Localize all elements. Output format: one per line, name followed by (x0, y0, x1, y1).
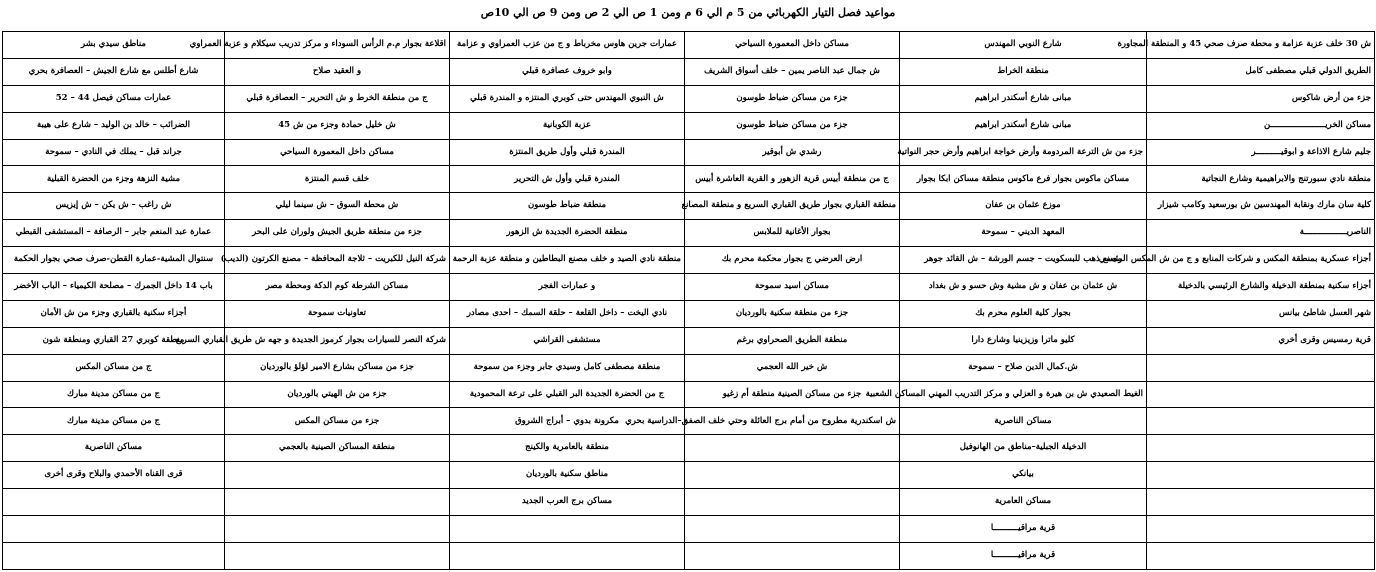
table-cell (225, 462, 450, 489)
table-cell: بجوار كلية العلوم محرم بك (900, 300, 1147, 327)
table-cell: جليم شارع الاذاعة و ابوقيــــــــــر (1147, 139, 1375, 166)
table-cell: جزء من ش الترعة المردومة وأرض خواجة ابراهيم وأرض حجر النواتية (900, 139, 1147, 166)
table-cell: الدخيلة الجبلية–مناطق من الهانوفيل (900, 435, 1147, 462)
table-cell: المندرة قبلي وأول ش التحرير (450, 166, 685, 193)
table-cell: ج من منطقة أبيس قرية الزهور و القرية العاشرة أبيس (685, 166, 900, 193)
table-row (3, 516, 1375, 543)
table-cell (1147, 542, 1375, 569)
table-cell: منطقة الطريق الصحراوي برغم (685, 327, 900, 354)
table-cell (1147, 381, 1375, 408)
table-row (3, 300, 1375, 327)
table-cell: بجوار الأغانية للملابس (685, 220, 900, 247)
table-cell: المندرة قبلي وأول طريق المنتزة (450, 139, 685, 166)
table-cell (225, 489, 450, 516)
table-cell: منطقة نادي الصيد و خلف مصنع البطاطين و منطقة عزبة الرحمة (450, 247, 685, 274)
table-cell: مساكن الناصرية (3, 435, 225, 462)
table-cell (450, 542, 685, 569)
table-cell: مستشفى القراشي (450, 327, 685, 354)
table-cell (3, 542, 225, 569)
table-cell: قرية رمسيس وقرى أخري (1147, 327, 1375, 354)
table-cell: مساكن اسيد سموحة (685, 274, 900, 301)
table-cell: منطقة ضباط طوسون (450, 193, 685, 220)
table-cell: مساكن الشرطة كوم الدكة ومحطة مصر (225, 274, 450, 301)
table-cell: مساكن الناصرية (900, 408, 1147, 435)
table-cell (685, 435, 900, 462)
table-cell: شركة النصر للسيارات بجوار كرموز الجديدة و جهه ش طريق القباري السريع (225, 327, 450, 354)
table-cell: رشدي ش أبوقير (685, 139, 900, 166)
table-cell: منطقة مصطفى كامل وسيدي جابر وجزء من سموحة (450, 354, 685, 381)
table-cell: منطقة الخراط (900, 58, 1147, 85)
table-cell: جزء من مساكن ضباط طوسون (685, 85, 900, 112)
table-cell: ش محطة السوق – ش سينما ليلي (225, 193, 450, 220)
table-cell (1147, 462, 1375, 489)
table-body (3, 32, 1375, 570)
table-row (3, 435, 1375, 462)
table-cell: ارض العرضي ج بجوار محكمة محرم بك (685, 247, 900, 274)
table-cell: مساكن داخل المعمورة السياحي (225, 139, 450, 166)
table-cell: سنتوال المشية-عمارة القطن-صرف صحي بجوار الحكمة (3, 247, 225, 274)
table-row (3, 58, 1375, 85)
table-cell: منطقة كوبري 27 القباري ومنطقة شون (3, 327, 225, 354)
table-cell: جزء من مساكن الصينية منطقة أم زغيو (685, 381, 900, 408)
table-cell: ش عثمان بن عفان و ش مشية وش حسو و ش بغداد (900, 274, 1147, 301)
table-cell: جراند قبل – يملك في النادي – سموحة (3, 139, 225, 166)
table-cell (450, 516, 685, 543)
table-row (3, 247, 1375, 274)
table-cell: خلف قسم المنتزة (225, 166, 450, 193)
table-cell: ش 30 خلف عزبة عزامة و محطة صرف صحي 45 و المنطقة المجاورة (1147, 32, 1375, 59)
table-row (3, 112, 1375, 139)
table-cell: مبانى شارع أسكندر ابراهيم (900, 85, 1147, 112)
table-cell: ش اسكندرية مطروح من أمام برج العائلة وحتي خلف الصفق–الدراسية بحري (685, 408, 900, 435)
table-cell: عزبة الكوبانية (450, 112, 685, 139)
table-cell: ج من الحضرة الجديدة البر القبلي على ترعة المحمودية (450, 381, 685, 408)
table-cell: مبانى شارع أسكندر ابراهيم (900, 112, 1147, 139)
table-row (3, 489, 1375, 516)
table-cell: مكرونة بدوي – أبراج الشروق (450, 408, 685, 435)
table-cell: ج من مساكن مدينة مبارك (3, 408, 225, 435)
table-cell: منطقة نادي سبورتنج والابراهيمية وشارع النجاتية (1147, 166, 1375, 193)
table-cell: منطقة بالعامرية والكينج (450, 435, 685, 462)
table-cell: تعاونيات سموحة (225, 300, 450, 327)
table-cell: نادي اليخت – داخل القلعة – حلقة السمك – احدى مصادر (450, 300, 685, 327)
table-cell: جزء من مساكن المكس (225, 408, 450, 435)
table-cell: كليو ماترا وزيزينيا وشارع دارا (900, 327, 1147, 354)
table-row (3, 327, 1375, 354)
table-cell: أجزاء عسكرية بمنطقة المكس و شركات المنابع و ج من ش المكس الرئيسي (1147, 247, 1375, 274)
table-cell (1147, 516, 1375, 543)
table-cell: موزع عثمان بن عفان (900, 193, 1147, 220)
table-cell: الطريق الدولي قبلي مصطفى كامل (1147, 58, 1375, 85)
table-cell: شارع النوبي المهندس (900, 32, 1147, 59)
table-cell: جزء من مساكن بشارع الامير لؤلؤ بالوردیان (225, 354, 450, 381)
table-row (3, 166, 1375, 193)
table-cell: قرى القناه الأحمدي والبلاح وقرى أخرى (3, 462, 225, 489)
page-title: مواعيد فصل التيار الكهربائي من 5 م الي 6 م ومن 1 ص الي 2 ص ومن 9 ص الي 10ص (480, 6, 896, 19)
table-cell: مشية النزهة وجزء من الحضرة القبلية (3, 166, 225, 193)
table-row (3, 381, 1375, 408)
table-cell: ش خير الله العجمي (685, 354, 900, 381)
table-cell: المعهد الديني – سموحة (900, 220, 1147, 247)
table-cell: مساكن العامرية (900, 489, 1147, 516)
table-cell (1147, 435, 1375, 462)
table-cell: جزء من ش الهيتي بالوردیان (225, 381, 450, 408)
table-cell (1147, 408, 1375, 435)
table-row (3, 274, 1375, 301)
table-cell: الضرائب – خالد بن الوليد – شارع على هيبة (3, 112, 225, 139)
table-cell: ش.كمال الدين صلاح – سموحة (900, 354, 1147, 381)
table-row (3, 32, 1375, 59)
table-cell: منطقة الحضرة الجديدة ش الزهور (450, 220, 685, 247)
table-row (3, 408, 1375, 435)
table-cell: أجزاء سكنية بالقباري وجزء من ش الأمان (3, 300, 225, 327)
table-cell: منطقة القباري بجوار طريق القباري السريع و منطقة المصانع (685, 193, 900, 220)
table-cell: وابو خروف عصافرة قبلي (450, 58, 685, 85)
table-cell (1147, 354, 1375, 381)
table-cell: مصنع ذهب للبسكويت – جسم الورشة – ش القائد جوهر (900, 247, 1147, 274)
table-cell: عمارات مساكن فيصل 44 – 52 (3, 85, 225, 112)
table-cell: شركة النيل للكبريت – ثلاجة المحافظة – مصنع الكرتون (الديب) (225, 247, 450, 274)
table-cell (685, 516, 900, 543)
table-cell: ج من مساكن المكس (3, 354, 225, 381)
table-cell: شهر العسل شاطئ بيانس (1147, 300, 1375, 327)
table-row (3, 85, 1375, 112)
table-cell: شارع أطلس مع شارع الجيش – العصافرة بحري (3, 58, 225, 85)
table-cell: قرية مراقيــــــــــا (900, 542, 1147, 569)
table-cell: و العقيد صلاح (225, 58, 450, 85)
table-row (3, 462, 1375, 489)
table-cell (3, 516, 225, 543)
table-cell: ج من منطقة الخرط و ش التحرير – العصافرة قبلي (225, 85, 450, 112)
table-cell: ش خليل حمادة وجزء من ش 45 (225, 112, 450, 139)
table-cell: ش النبوي المهندس حتى كوبري المنتزه و المندرة قبلي (450, 85, 685, 112)
table-cell: اقلاعة بجوار م.م الرأس السوداء و مركز تدريب سيكلام و عزبة العمراوي (225, 32, 450, 59)
table-cell: جزء من أرض شاكوس (1147, 85, 1375, 112)
table-cell: مساكن داخل المعمورة السياحي (685, 32, 900, 59)
table-cell (3, 489, 225, 516)
table-cell (225, 516, 450, 543)
table-cell: جزء من منطقة طريق الجيش ولوران على البحر (225, 220, 450, 247)
table-cell: مساكن الخريــــــــــــــــــــــن (1147, 112, 1375, 139)
table-cell: ش راغب – ش يكن – ش إيزيس (3, 193, 225, 220)
table-cell: جزء من مساكن ضباط طوسون (685, 112, 900, 139)
table-cell: عمارات جرين هاوس مخرباط و ج من عزب العمراوي و عزامة (450, 32, 685, 59)
table-row (3, 193, 1375, 220)
table-cell: قرية مراقيــــــــــا (900, 516, 1147, 543)
table-cell: أجزاء سكنية بمنطقة الدخيلة والشارع الرئيسي بالدخيلة (1147, 274, 1375, 301)
table-row (3, 542, 1375, 569)
table-cell: ج من مساكن مدينة مبارك (3, 381, 225, 408)
table-cell: مساكن برج العرب الجديد (450, 489, 685, 516)
table-cell: كلية سان مارك ونقابة المهندسين ش بورسعيد وكامب شيزار (1147, 193, 1375, 220)
table-cell: باب 14 داخل الجمرك – مصلحة الكيمياء – الباب الأخضر (3, 274, 225, 301)
table-cell: جزء من منطقة سكنية بالوردیان (685, 300, 900, 327)
table-cell: الغيط الصعيدي ش بن هيرة و العزلي و مركز التدريب المهني المساكن الشعبية (900, 381, 1147, 408)
table-cell: و عمارات الفجر (450, 274, 685, 301)
table-cell (685, 542, 900, 569)
table-cell: الناصريـــــــــــــــــة (1147, 220, 1375, 247)
table-cell: مساكن ماكوس بجوار فرع ماكوس منطقة مساكن ابكا بجوار (900, 166, 1147, 193)
table-cell: عمارة عبد المنعم جابر – الرصافة – المستشفى القبطي (3, 220, 225, 247)
table-cell: مناطق سيدي بشر (3, 32, 225, 59)
table-cell (1147, 489, 1375, 516)
table-cell (685, 489, 900, 516)
table-row (3, 139, 1375, 166)
table-cell: منطقة المساكن الصينية بالعجمي (225, 435, 450, 462)
table-row (3, 220, 1375, 247)
table-cell: بيانكي (900, 462, 1147, 489)
table-cell (225, 542, 450, 569)
outage-schedule-table (2, 31, 1375, 570)
table-row (3, 354, 1375, 381)
table-cell (685, 462, 900, 489)
table-cell: مناطق سكنية بالوردیان (450, 462, 685, 489)
table-cell: ش جمال عبد الناصر يمين – خلف أسواق الشريف (685, 58, 900, 85)
